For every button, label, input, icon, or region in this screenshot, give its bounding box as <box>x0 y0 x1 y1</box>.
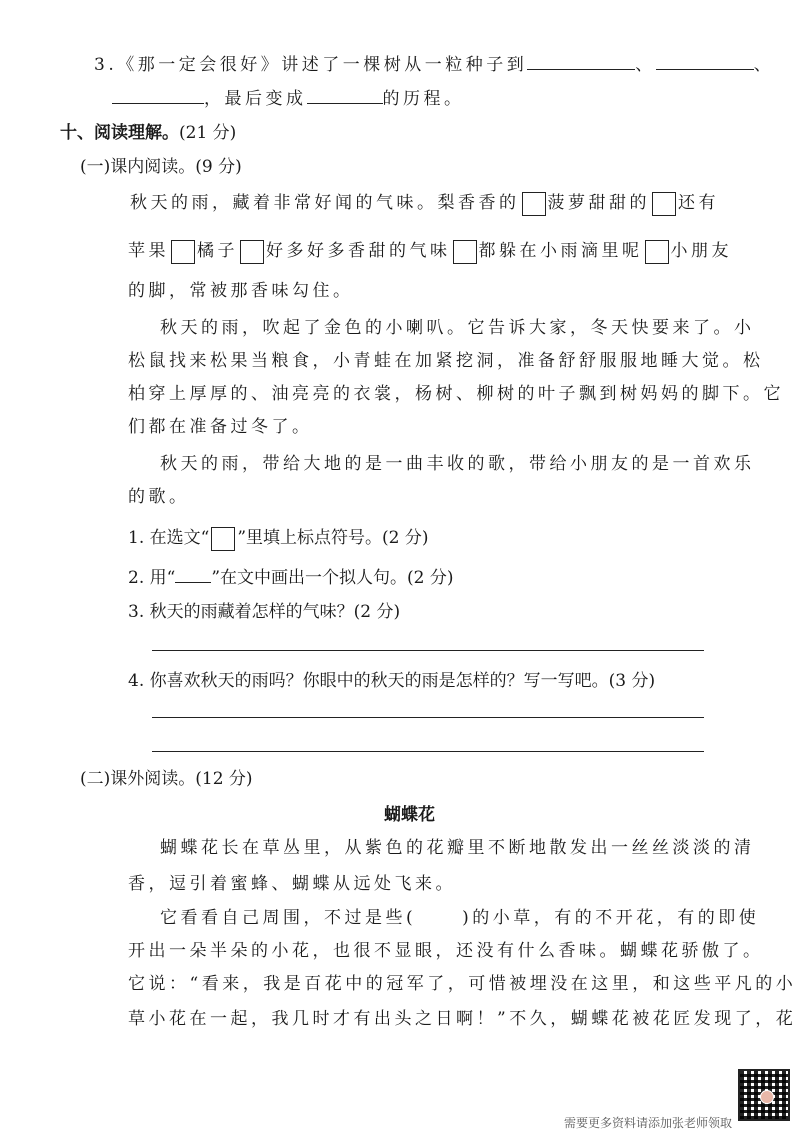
underline-symbol <box>175 568 211 583</box>
passage-text: 橘子 <box>197 241 238 261</box>
section-10-heading <box>60 118 236 143</box>
question-1 <box>128 523 429 551</box>
answer-blank[interactable] <box>656 53 754 70</box>
question-4: 4. 你喜欢秋天的雨吗？你眼中的秋天的雨是怎样的？写一写吧。(3 分) <box>128 671 656 691</box>
section-title: 十、阅读理解。 <box>60 123 179 143</box>
punctuation-box[interactable] <box>171 240 195 264</box>
question-text: ”在文中画出一个拟人句。(2 分) <box>211 568 454 588</box>
passage-text: 都躲在小雨滴里呢 <box>478 241 643 261</box>
separator: 、 <box>635 55 656 75</box>
question-3: 3. 秋天的雨藏着怎样的气味？(2 分) <box>128 602 401 622</box>
passage-text: 秋天的雨，藏着非常好闻的气味。梨香香的 <box>130 193 520 213</box>
passage-1-line <box>128 236 732 264</box>
answer-blank[interactable] <box>307 87 383 104</box>
question-text: 2. 用“ <box>128 568 176 588</box>
question-3-line-2 <box>112 84 465 109</box>
punctuation-box[interactable] <box>453 240 477 264</box>
article-text: 它看看自己周围，不过是些( <box>160 908 417 928</box>
passage-text: 苹果 <box>128 241 169 261</box>
answer-blank[interactable] <box>527 53 635 70</box>
passage-2-line: 们都在准备过冬了。 <box>128 417 313 437</box>
part-1-title: (一)课内阅读。(9 分) <box>80 157 242 177</box>
question-3-text-mid: ，最后变成 <box>204 89 307 109</box>
question-text: ”里填上标点符号。(2 分) <box>237 528 429 548</box>
answer-line[interactable] <box>152 650 704 651</box>
article-line <box>160 903 759 928</box>
punctuation-box[interactable] <box>240 240 264 264</box>
passage-text: 还有 <box>678 193 719 213</box>
article-line: 开出一朵半朵的小花，也很不显眼，还没有什么香味。蝴蝶花骄傲了。 <box>128 941 764 961</box>
question-2 <box>128 563 454 588</box>
article-line: 蝴蝶花长在草丛里，从紫色的花瓣里不断地散发出一丝丝淡淡的清 <box>160 838 755 858</box>
passage-text: 菠萝甜甜的 <box>547 193 650 213</box>
footer-note: 需要更多资料请添加张老师领取 <box>564 1116 733 1130</box>
article-line: 草小花在一起，我几时才有出头之日啊！”不久，蝴蝶花被花匠发现了，花 <box>128 1009 797 1029</box>
question-text: 1. 在选文“ <box>128 528 210 548</box>
section-score: (21 分) <box>179 123 237 143</box>
passage-text: 小朋友 <box>670 241 732 261</box>
punctuation-box[interactable] <box>211 527 235 551</box>
article-title: 蝴蝶花 <box>384 805 435 825</box>
article-line: 香，逗引着蜜蜂、蝴蝶从远处飞来。 <box>128 874 456 894</box>
passage-3-line: 的歌。 <box>128 487 190 507</box>
passage-2-line: 秋天的雨，吹起了金色的小喇叭。它告诉大家，冬天快要来了。小 <box>160 318 755 338</box>
punctuation-box[interactable] <box>652 192 676 216</box>
punctuation-box[interactable] <box>522 192 546 216</box>
avatar <box>760 1090 774 1104</box>
passage-2-line: 柏穿上厚厚的、油亮亮的衣裳，杨树、柳树的叶子飘到树妈妈的脚下。它 <box>128 384 784 404</box>
passage-2-line: 松鼠找来松果当粮食，小青蛙在加紧挖洞，准备舒舒服服地睡大觉。松 <box>128 351 764 371</box>
article-text: )的小草，有的不开花，有的即使 <box>462 908 760 928</box>
punctuation-box[interactable] <box>645 240 669 264</box>
separator: 、 <box>753 55 775 75</box>
answer-line[interactable] <box>152 717 704 718</box>
passage-1-line <box>130 188 719 216</box>
answer-blank[interactable] <box>112 87 204 104</box>
question-3-line-1 <box>94 50 774 75</box>
article-line: 它说：“看来，我是百花中的冠军了，可惜被埋没在这里，和这些平凡的小 <box>128 974 797 994</box>
question-3-text: 3.《那一定会很好》讲述了一棵树从一粒种子到 <box>94 55 528 75</box>
question-3-text-end: 的历程。 <box>382 89 465 109</box>
passage-1-line: 的脚，常被那香味勾住。 <box>128 281 354 301</box>
passage-text: 好多好多香甜的气味 <box>266 241 451 261</box>
passage-3-line: 秋天的雨，带给大地的是一曲丰收的歌，带给小朋友的是一首欢乐 <box>160 454 755 474</box>
part-2-title: (二)课外阅读。(12 分) <box>80 769 253 789</box>
answer-line[interactable] <box>152 751 704 752</box>
